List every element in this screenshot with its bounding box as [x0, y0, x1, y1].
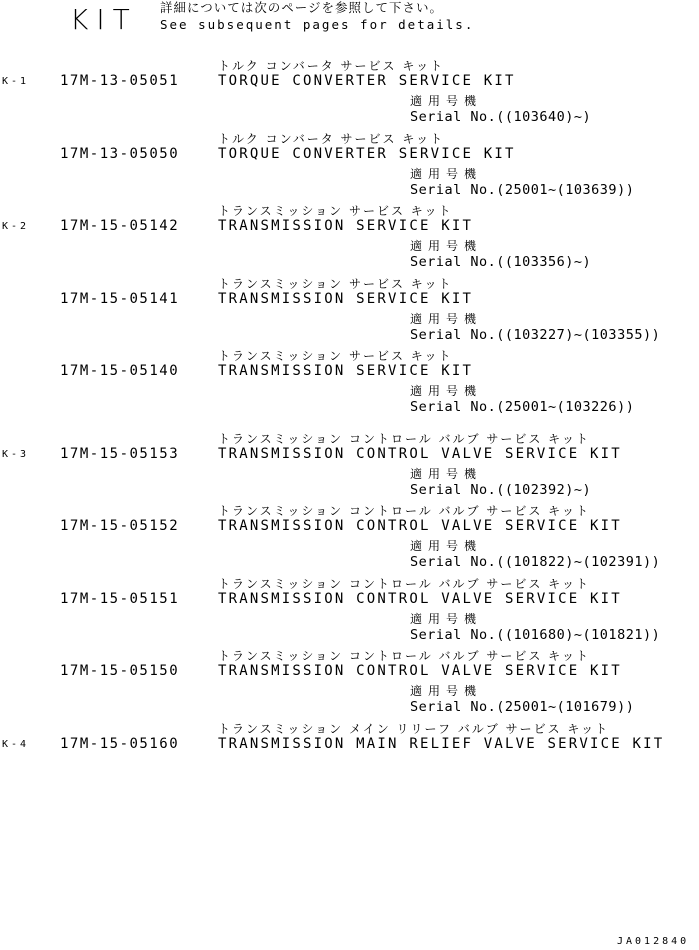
- kit-label: K-3: [2, 449, 30, 460]
- page-title: KIT: [70, 3, 138, 36]
- part-name-japanese: トランスミッション コントロール バルブ サービス キット: [218, 504, 590, 518]
- part-name-japanese: トランスミッション メイン リリーフ バルブ サービス キット: [218, 722, 610, 736]
- applicability-label: 適用号機: [410, 239, 483, 253]
- list-item: [0, 430, 699, 502]
- serial-range: Serial No.(25001~(101679)): [410, 699, 635, 715]
- part-number: 17M-15-05152: [60, 518, 180, 534]
- part-name-japanese: トランスミッション コントロール バルブ サービス キット: [218, 432, 590, 446]
- part-name-japanese: トルク コンバータ サービス キット: [218, 59, 445, 73]
- list-item: [0, 202, 699, 274]
- serial-range: Serial No.((101822)~(102391)): [410, 554, 661, 570]
- applicability-label: 適用号機: [410, 467, 483, 481]
- serial-range: Serial No.((103640)~): [410, 109, 592, 125]
- part-name-english: TRANSMISSION CONTROL VALVE SERVICE KIT: [218, 446, 622, 462]
- serial-range: Serial No.((102392)~): [410, 482, 592, 498]
- part-number: 17M-15-05153: [60, 446, 180, 462]
- part-name-japanese: トランスミッション コントロール バルブ サービス キット: [218, 649, 590, 663]
- applicability-label: 適用号機: [410, 612, 483, 626]
- list-item: [0, 275, 699, 347]
- part-name-english: TRANSMISSION CONTROL VALVE SERVICE KIT: [218, 663, 622, 679]
- part-number: 17M-15-05151: [60, 591, 180, 607]
- list-item: [0, 502, 699, 574]
- part-number: 17M-13-05050: [60, 146, 180, 162]
- document-code: JA012840: [617, 936, 690, 947]
- list-item: [0, 347, 699, 419]
- list-item: [0, 57, 699, 129]
- part-name-japanese: トランスミッション サービス キット: [218, 277, 453, 291]
- part-name-english: TRANSMISSION SERVICE KIT: [218, 218, 474, 234]
- list-item: [0, 575, 699, 647]
- serial-range: Serial No.((103227)~(103355)): [410, 327, 661, 343]
- part-number: 17M-15-05142: [60, 218, 180, 234]
- serial-range: Serial No.((101680)~(101821)): [410, 627, 661, 643]
- applicability-label: 適用号機: [410, 312, 483, 326]
- part-name-english: TRANSMISSION SERVICE KIT: [218, 363, 474, 379]
- note-english: See subsequent pages for details.: [160, 17, 475, 32]
- part-name-japanese: トランスミッション サービス キット: [218, 204, 453, 218]
- applicability-label: 適用号機: [410, 384, 483, 398]
- part-name-japanese: トランスミッション サービス キット: [218, 349, 453, 363]
- serial-range: Serial No.(25001~(103639)): [410, 182, 635, 198]
- applicability-label: 適用号機: [410, 539, 483, 553]
- part-number: 17M-15-05150: [60, 663, 180, 679]
- part-number: 17M-15-05140: [60, 363, 180, 379]
- part-name-japanese: トランスミッション コントロール バルブ サービス キット: [218, 577, 590, 591]
- list-item: [0, 720, 699, 792]
- part-name-english: TRANSMISSION SERVICE KIT: [218, 291, 474, 307]
- part-name-english: TORQUE CONVERTER SERVICE KIT: [218, 73, 516, 89]
- list-item: [0, 130, 699, 202]
- part-number: 17M-15-05141: [60, 291, 180, 307]
- serial-range: Serial No.((103356)~): [410, 254, 592, 270]
- kit-label: K-2: [2, 221, 30, 232]
- part-number: 17M-13-05051: [60, 73, 180, 89]
- kit-label: K-1: [2, 76, 30, 87]
- list-item: [0, 647, 699, 719]
- serial-range: Serial No.(25001~(103226)): [410, 399, 635, 415]
- applicability-label: 適用号機: [410, 94, 483, 108]
- part-name-english: TRANSMISSION CONTROL VALVE SERVICE KIT: [218, 518, 622, 534]
- applicability-label: 適用号機: [410, 684, 483, 698]
- note-japanese: 詳細については次のページを参照して下さい。: [160, 0, 444, 15]
- part-name-english: TORQUE CONVERTER SERVICE KIT: [218, 146, 516, 162]
- applicability-label: 適用号機: [410, 167, 483, 181]
- part-name-english: TRANSMISSION MAIN RELIEF VALVE SERVICE KIT: [218, 736, 665, 752]
- kit-label: K-4: [2, 739, 30, 750]
- part-name-english: TRANSMISSION CONTROL VALVE SERVICE KIT: [218, 591, 622, 607]
- part-name-japanese: トルク コンバータ サービス キット: [218, 132, 445, 146]
- part-number: 17M-15-05160: [60, 736, 180, 752]
